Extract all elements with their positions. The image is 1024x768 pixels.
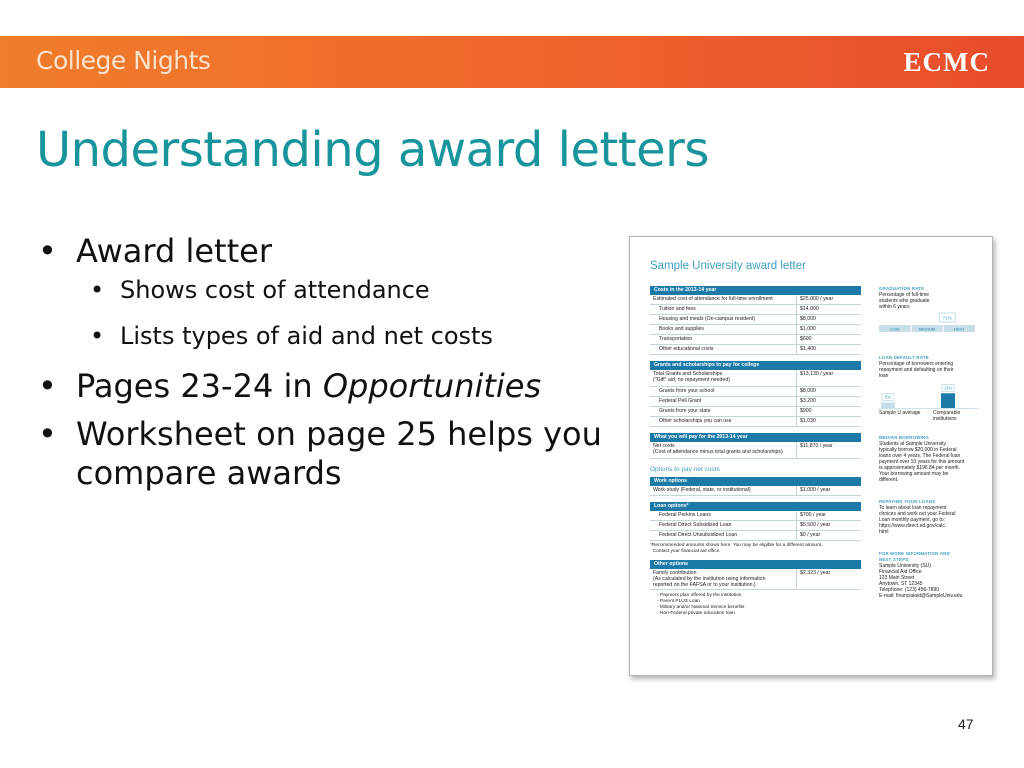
- table-row: Housing and meals (On-campus resident) $8,000: [650, 315, 861, 325]
- loan-footnote: *Recommended amounts shown here. You may be eligible for a different amount. Contact your financial aid office.: [650, 543, 823, 554]
- other-options-header: Other options: [650, 560, 861, 569]
- grants-table: [650, 370, 861, 427]
- table-row: Work-study (Federal, state, or institutional) $1,000 / year: [650, 486, 861, 496]
- bullet-list: [36, 232, 626, 502]
- slide-title: Understanding award letters: [36, 122, 709, 178]
- sub-bullet-list: [76, 275, 626, 351]
- sub-bullet: • Lists types of aid and net costs: [76, 321, 626, 351]
- median-borrowing-text: Students at Sample University typically borrow $20,000 in Federal loans over 4 years. The Federal loan payment over 10 years for this amount is approximately $196.84 per month. Your borrowing amount may be different.: [879, 441, 965, 483]
- bar-sample-u: [881, 402, 895, 408]
- other-options-list: - Payment plan offered by the institution - Parent PLUS Loan - Military and/or National Service benefits - Non-Federal private education loan: [657, 593, 745, 616]
- bar-label-comparable: [942, 384, 954, 391]
- costs-header: Costs in the 2013-14 year: [650, 286, 861, 295]
- graduation-rate-gauge: [879, 311, 975, 335]
- svg-text:5%: 5%: [884, 394, 892, 400]
- table-row: Other educational costs $1,400: [650, 345, 861, 355]
- bar-label-sample-u: [882, 393, 894, 400]
- grants-header: Grants and scholarships to pay for college: [650, 361, 861, 370]
- graduation-rate-heading: GRADUATION RATE: [879, 286, 925, 291]
- bar-comparable: [941, 393, 955, 408]
- letter-main-column: [650, 286, 861, 617]
- loan-options-header: Loan options*: [650, 502, 861, 511]
- gauge-label-medium: MEDIUM: [918, 326, 936, 332]
- median-borrowing-heading: MEDIAN BORROWING: [879, 435, 930, 440]
- caption-comparable: Comparable institutions: [933, 410, 961, 422]
- table-row: Grants from your state $900: [650, 407, 861, 417]
- contact-info: Sample University (SU) Financial Aid Office 123 Main Street Anytown, ST 12345 Telephone: (123) 456-7890 E-mail: financialaid@SampleUniv.edu: [879, 563, 963, 599]
- sub-bullet: • Shows cost of attendance: [76, 275, 626, 305]
- table-row: Transportation $600: [650, 335, 861, 345]
- banner-title: College Nights: [36, 46, 211, 75]
- loan-default-chart: [879, 382, 979, 409]
- repaying-loans-text: To learn about loan repayment choices and work out your Federal Loan monthly payment, go to: https://www.direct.ed.gov/calc. html: [879, 505, 956, 535]
- table-row: Net costs (Cost of attendance minus total grants and scholarships) $11,870 / year: [650, 442, 861, 459]
- more-info-heading: FOR MORE INFORMATION AND NEXT STEPS:: [879, 551, 950, 562]
- table-row: Tuition and fees $14,000: [650, 305, 861, 315]
- table-row: Total Grants and Scholarships ("Gift" aid; no repayment needed) $13,130 / year: [650, 370, 861, 387]
- gauge-marker: [939, 313, 955, 322]
- other-table: [650, 569, 861, 590]
- loan-default-text: Percentage of borrowers entering repayment and defaulting on their loan: [879, 361, 954, 379]
- table-row: Grants from your school $8,000: [650, 387, 861, 397]
- award-letter-image: [629, 236, 993, 676]
- letter-side-column: [879, 283, 979, 599]
- bullet-pages: • Pages 23-24 in Opportunities: [36, 367, 626, 406]
- table-row: Other scholarships you can use $1,030: [650, 417, 861, 427]
- book-title: Opportunities: [322, 367, 542, 405]
- graduation-rate-text: Percentage of full-time students who graduate within 6 years: [879, 292, 930, 310]
- letter-title: Sample University award letter: [650, 260, 806, 272]
- header-banner: [0, 36, 1024, 88]
- repaying-loans-heading: REPAYING YOUR LOANS: [879, 499, 936, 504]
- loan-table: [650, 511, 861, 541]
- net-cost-header: What you will pay for the 2013-14 year: [650, 433, 861, 442]
- table-row: Books and supplies $1,000: [650, 325, 861, 335]
- bullet-award-letter: • Award letter • Shows cost of attendance • Lists types of aid and net costs: [36, 232, 626, 351]
- ecmc-logo: ECMC: [903, 47, 990, 77]
- table-row: Family contribution (As calculated by the institution using information reported on the FAFSA or to your institution.) $2,323 / year: [650, 569, 861, 590]
- net-cost-table: [650, 442, 861, 459]
- work-options-header: Work options: [650, 477, 861, 486]
- table-row: Federal Direct Subsidized Loan $5,500 / year: [650, 521, 861, 531]
- costs-table: [650, 295, 861, 355]
- gauge-label-high: HIGH: [954, 326, 964, 332]
- caption-sample-u: Sample U average: [879, 410, 921, 416]
- loan-default-heading: LOAN DEFAULT RATE: [879, 355, 929, 360]
- table-row: Federal Pell Grant $3,200: [650, 397, 861, 407]
- page-number: 47: [958, 716, 974, 732]
- table-row: Federal Perkins Loans $700 / year: [650, 511, 861, 521]
- gauge-label-low: LOW: [890, 326, 900, 332]
- svg-text:13%: 13%: [943, 385, 953, 391]
- table-row: Federal Direct Unsubsidized Loan $0 / year: [650, 531, 861, 541]
- bullet-worksheet: • Worksheet on page 25 helps you compare awards: [36, 415, 626, 493]
- svg-text:71%: 71%: [942, 315, 952, 321]
- work-table: [650, 486, 861, 496]
- table-row: Estimated cost of attendance for full-time enrollment $25,000 / year: [650, 295, 861, 305]
- options-title: Options to pay net costs: [650, 466, 720, 473]
- loan-default-captions: [879, 410, 979, 424]
